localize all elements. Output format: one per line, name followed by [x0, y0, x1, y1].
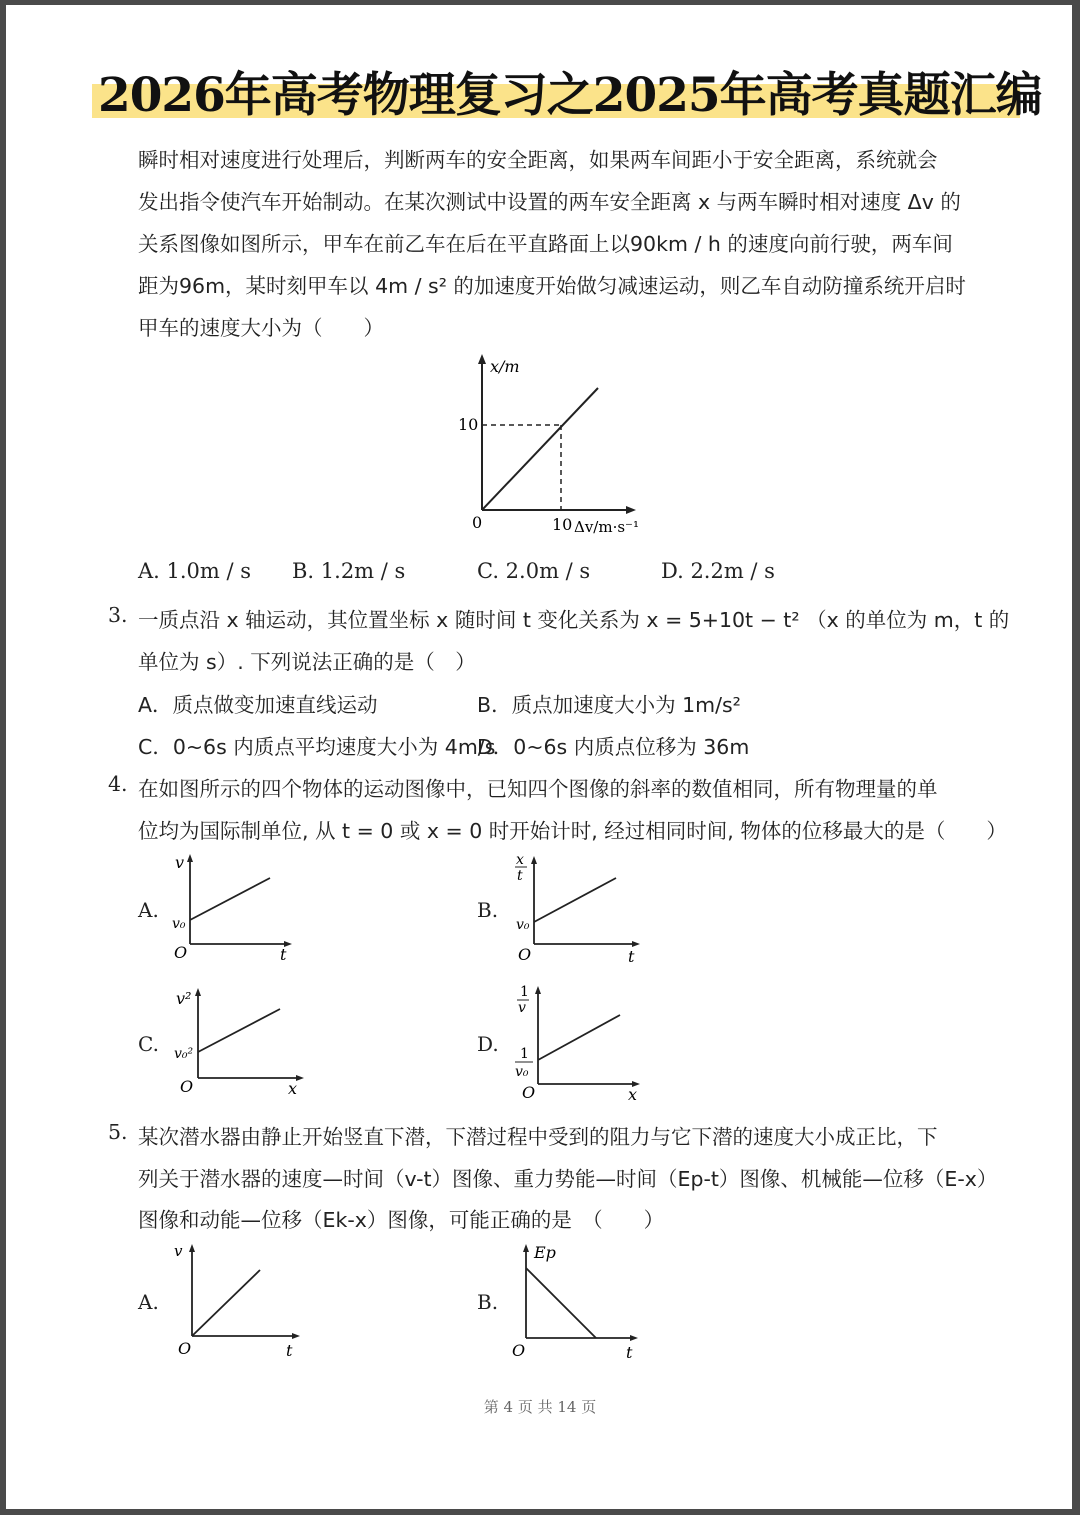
- q5-line-2: 列关于潜水器的速度—时间（v-t）图像、重力势能—时间（Ep-t）图像、机械能—位移（E-x）: [138, 1167, 998, 1191]
- q3-option-b[interactable]: B．质点加速度大小为 1m/s²: [477, 693, 741, 717]
- q5a-origin: O: [178, 1339, 192, 1358]
- q4-line-1: 在如图所示的四个物体的运动图像中，已知四个图像的斜率的数值相同，所有物理量的单: [138, 777, 938, 801]
- q5a-ylabel: v: [174, 1242, 183, 1260]
- q4d-y0-den: v₀: [515, 1064, 529, 1080]
- q5-graph-b: [508, 1238, 648, 1363]
- q4c-y0: v₀²: [174, 1046, 194, 1062]
- q2-option-a[interactable]: A. 1.0m / s: [138, 559, 252, 583]
- q4b-y0: v₀: [516, 917, 530, 933]
- q4-graph-c-letter[interactable]: C.: [138, 1032, 159, 1056]
- q4b-origin: O: [518, 945, 532, 964]
- q2-line-1: 瞬时相对速度进行处理后，判断两车的安全距离，如果两车间距小于安全距离，系统就会: [138, 148, 938, 172]
- q4-graph-d-letter[interactable]: D.: [477, 1032, 499, 1056]
- y-axis-arrow: [478, 354, 486, 364]
- q5-number: 5.: [108, 1120, 128, 1144]
- q3-option-d[interactable]: D．0~6s 内质点位移为 36m: [477, 735, 750, 759]
- q4b-xlabel: t: [628, 947, 635, 965]
- q4d-y0-num: 1: [520, 1046, 529, 1062]
- page-title: 2026年高考物理复习之2025年高考真题汇编: [98, 68, 1042, 123]
- q5b-origin: O: [512, 1341, 526, 1360]
- q5b-ylabel: Ep: [534, 1243, 556, 1262]
- q4-number: 4.: [108, 772, 128, 796]
- q4-graph-b-letter[interactable]: B.: [477, 898, 499, 922]
- q4-graph-d: [508, 980, 648, 1105]
- q3-line-2: 单位为 s）. 下列说法正确的是（ ）: [138, 650, 476, 674]
- q2-line-2: 发出指令使汽车开始制动。在某次测试中设置的两车安全距离 x 与两车瞬时相对速度 Δv 的: [138, 190, 961, 214]
- q3-option-a[interactable]: A．质点做变加速直线运动: [138, 693, 378, 717]
- q4b-ylabel-den: t: [517, 868, 523, 884]
- q2-graph: [440, 350, 670, 540]
- q4b-ylabel-num: x: [516, 852, 524, 868]
- q4-graph-a: [166, 850, 296, 965]
- q2-origin: 0: [472, 513, 483, 532]
- q5a-xlabel: t: [286, 1341, 293, 1360]
- page-footer: 第 4 页 共 14 页: [483, 1398, 597, 1416]
- x-axis-arrow: [626, 506, 636, 514]
- q3-line-1: 一质点沿 x 轴运动，其位置坐标 x 随时间 t 变化关系为 x = 5+10t − t² （x 的单位为 m，t 的: [138, 608, 1010, 632]
- q2-ylabel: x/m: [490, 357, 520, 376]
- q4c-xlabel: x: [288, 1079, 298, 1098]
- q4a-origin: O: [174, 943, 188, 962]
- q4-graph-b: [510, 850, 645, 965]
- q3-number: 3.: [108, 603, 128, 627]
- q4d-ylabel-den: v: [518, 1000, 526, 1016]
- q5b-xlabel: t: [626, 1343, 633, 1362]
- q4a-ylabel: v: [175, 853, 185, 872]
- q4-graph-a-letter[interactable]: A.: [138, 898, 159, 922]
- q2-line-3: 关系图像如图所示，甲车在前乙车在后在平直路面上以90km / h 的速度向前行驶，两车间: [138, 232, 953, 256]
- q3-option-c[interactable]: C．0~6s 内质点平均速度大小为 4m/s: [138, 735, 496, 759]
- q5-line-1: 某次潜水器由静止开始竖直下潜，下潜过程中受到的阻力与它下潜的速度大小成正比，下: [138, 1125, 938, 1149]
- q2-line-5: 甲车的速度大小为（ ）: [138, 316, 384, 340]
- q2-option-c[interactable]: C. 2.0m / s: [477, 559, 591, 583]
- q4d-origin: O: [522, 1083, 536, 1102]
- q4d-xlabel: x: [628, 1085, 638, 1104]
- q4a-xlabel: t: [280, 945, 287, 964]
- q2-ytick: 10: [458, 415, 479, 434]
- q5-line-3: 图像和动能—位移（Ek-x）图像，可能正确的是 （ ）: [138, 1208, 665, 1232]
- q4-graph-c: [166, 982, 311, 1100]
- q4d-ylabel-num: 1: [520, 984, 529, 1000]
- q2-xtick: 10: [552, 515, 573, 534]
- q5-graph-b-letter[interactable]: B.: [477, 1290, 499, 1314]
- q2-line-4: 距为96m，某时刻甲车以 4m / s² 的加速度开始做匀减速运动，则乙车自动防撞系统开启时: [138, 274, 966, 298]
- q4a-y0: v₀: [172, 916, 186, 932]
- data-line: [482, 388, 598, 510]
- q5-graph-a-letter[interactable]: A.: [138, 1290, 159, 1314]
- q2-option-d[interactable]: D. 2.2m / s: [661, 559, 775, 583]
- q4c-ylabel: v²: [176, 989, 192, 1008]
- q4-line-2: 位均为国际制单位, 从 t = 0 或 x = 0 时开始计时, 经过相同时间, 物体的位移最大的是（ ）: [138, 819, 1007, 843]
- q2-xlabel: Δv/m·s⁻¹: [574, 518, 639, 536]
- q5-graph-a: [168, 1238, 308, 1363]
- q2-option-b[interactable]: B. 1.2m / s: [292, 559, 406, 583]
- q4c-origin: O: [180, 1077, 194, 1096]
